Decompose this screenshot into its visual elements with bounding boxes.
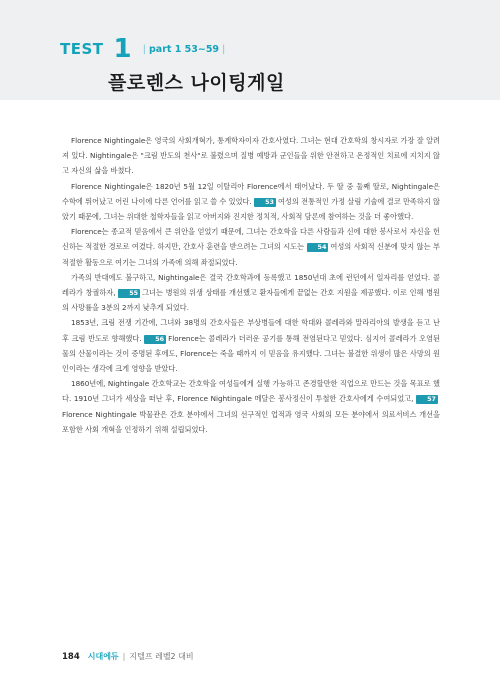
question-number-badge: 55 xyxy=(118,289,140,298)
question-number-badge: 57 xyxy=(416,395,438,404)
paragraph-text: 여성의 사회적 신분에 맞지 않는 부적절한 활동으로 여기는 그녀의 가족에 의해 좌절되었다. xyxy=(62,242,440,267)
paragraph xyxy=(62,179,440,225)
paragraph-text: 가족의 반대에도 불구하고, Nightingale은 결국 간호학과에 등록했고 1850년대 초에 런던에서 일자리를 얻었다. 콜레라가 창궐하자, xyxy=(62,272,440,298)
test-heading xyxy=(60,34,228,64)
header-band xyxy=(0,0,500,100)
paragraph-text: Florence는 종교적 믿음에서 큰 위안을 얻었기 때문에, 그녀는 간호학을 다른 사람들과 신에 대한 봉사로서 자신을 헌신하는 적절한 경로로 여겼다. 하지만, 간호사 훈련을 받으려는 그녀의 시도는 xyxy=(62,227,440,252)
part-label: | part 1 53~59 | xyxy=(142,43,226,55)
article-body xyxy=(62,133,440,437)
footer-divider: | xyxy=(122,652,126,661)
page-footer xyxy=(62,651,194,662)
paragraph-text: Florence는 콜레라가 더러운 공기를 통해 전염된다고 믿었다. 심지어 콜레라가 오염된 물의 산물이라는 것이 증명된 후에도, Florence는 죽을 때까지 이 믿음을 유지했다. 그녀는 불결한 위생이 많은 사망의 원인이라는 생각에 크게 영향을 받았다. xyxy=(62,333,440,374)
question-number-badge: 53 xyxy=(254,198,276,207)
page-title: 플로렌스 나이팅게일 xyxy=(108,72,285,94)
footer-subtitle: 지텔프 레벨2 대비 xyxy=(129,652,194,661)
test-label: TEST xyxy=(60,40,104,58)
paragraph-text: 1853년, 크림 전쟁 기간에, 그녀와 38명의 간호사들은 부상병들에 대한 학대와 콜레라와 말라리아의 발생을 듣고 난 후 크림 반도로 향해했다. xyxy=(62,318,440,343)
paragraph-text: 여성의 전통적인 가정 살림 기술에 결코 만족하지 않았기 때문에, 그녀는 위대한 철학자들을 읽고 아버지와 진지한 정치적, 사회적 담론에 참여하는 것을 더 좋아했다. xyxy=(62,196,440,222)
page-number: 184 xyxy=(62,651,80,662)
paragraph-text: 1860년에, Nightingale 간호학교는 간호학을 여성들에게 실행 가능하고 존경할만한 직업으로 만드는 것을 목표로 했다. 1910년 그녀가 세상을 떠난 후, Florence Nightingale 메달은 봉사정신이 투철한 간호사에게 수여되었고, xyxy=(62,379,440,404)
paragraph-text: Florence Nightingale은 1820년 5월 12일 이탈리아 Florence에서 태어났다. 두 딸 중 둘째 딸로, Nightingale은 수학에 뛰어났고 어린 나이에 다른 언어를 읽고 쓸 수 있었다. xyxy=(62,181,440,206)
paragraph xyxy=(62,376,440,437)
question-number-badge: 54 xyxy=(307,243,329,252)
brand-name: 시대에듀 xyxy=(87,652,119,661)
paragraph-text: Florence Nightingale 박물관은 간호 분야에서 그녀의 선구적인 업적과 영국 사회의 모든 분야에서 의료서비스 개선을 포함한 사회 개혁을 인정하기 위해 설립되었다. xyxy=(62,409,440,434)
paragraph-text: Florence Nightingale은 영국의 사회개혁가, 통계학자이자 간호사였다. 그녀는 현대 간호학의 창시자로 가장 잘 알려져 있다. Nightingale은 "크림 반도의 천사"로 불렸으며 질병 예방과 군인들을 위한 안전하고 온정적인 치료에 지치지 않고 자신의 삶을 바쳤다. xyxy=(62,136,440,176)
paragraph xyxy=(62,315,440,376)
question-number-badge: 56 xyxy=(144,335,166,344)
paragraph xyxy=(62,133,440,179)
test-number: 1 xyxy=(113,34,132,64)
paragraph xyxy=(62,270,440,316)
paragraph-text: 그녀는 병원의 위생 상태를 개선했고 환자들에게 끝없는 간호 지원을 제공했다. 이로 인해 병원의 사망률을 3분의 2까지 낮추게 되었다. xyxy=(62,288,440,313)
paragraph xyxy=(62,224,440,270)
